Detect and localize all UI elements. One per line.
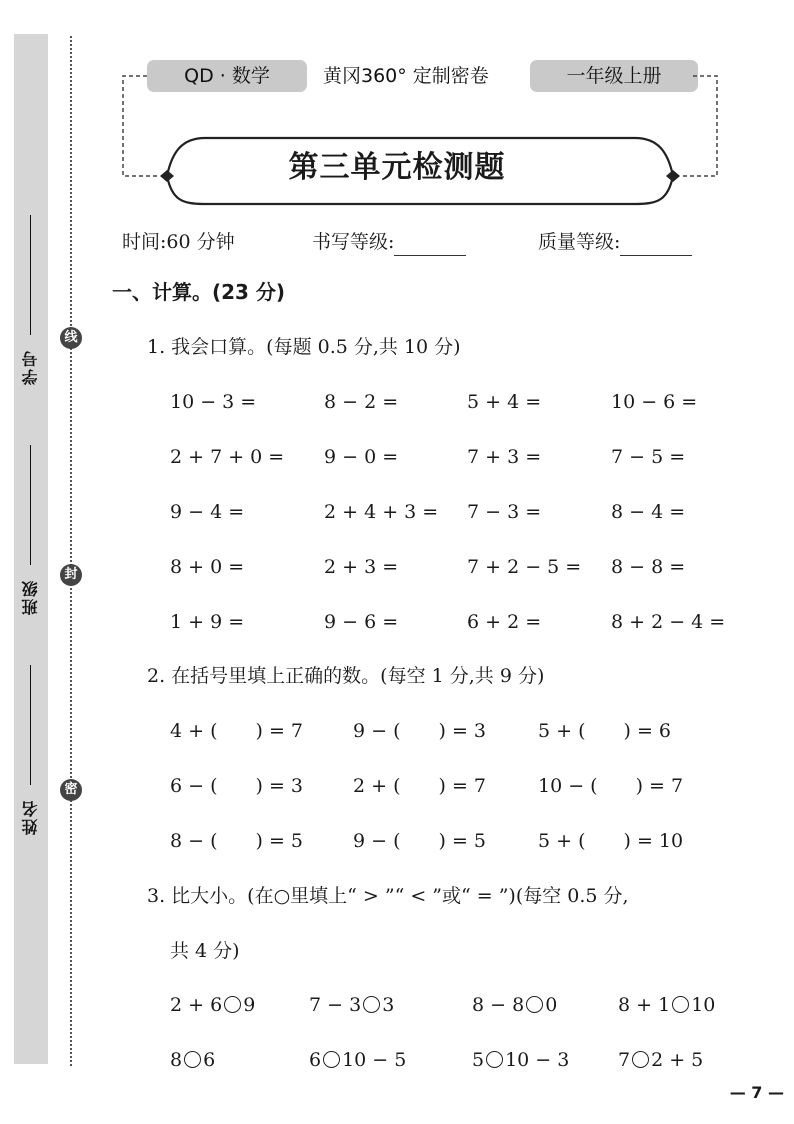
q3-right: 10 − 3 <box>505 1049 570 1071</box>
q1-item: 7 − 3 = <box>467 501 542 523</box>
q3-right: 6 <box>203 1049 216 1071</box>
q3-right: 2 + 5 <box>651 1049 704 1071</box>
time-info: 时间:60 分钟 <box>122 231 235 253</box>
q1-item: 5 + 4 = <box>467 391 542 413</box>
q3-left: 5 <box>472 1049 485 1071</box>
class-line <box>30 445 31 565</box>
q1-item: 2 + 4 + 3 = <box>324 501 439 523</box>
q2-item: 6 − ( ) = 3 <box>170 775 304 797</box>
q3-right: 3 <box>382 994 395 1016</box>
class-label: 班级 <box>21 579 40 615</box>
q3-item <box>618 990 715 1020</box>
q3-left: 6 <box>309 1049 322 1071</box>
q1-item: 8 + 2 − 4 = <box>611 611 726 633</box>
writing-grade <box>312 228 466 256</box>
q1-item: 2 + 7 + 0 = <box>170 446 285 468</box>
quality-grade <box>538 228 692 256</box>
q1-item: 6 + 2 = <box>467 611 542 633</box>
q3-item <box>309 990 394 1020</box>
q1-item: 7 − 5 = <box>611 446 686 468</box>
q3-item <box>170 990 255 1020</box>
q3-right: 10 − 5 <box>342 1049 407 1071</box>
question-1-title: 1. 我会口算。(每题 0.5 分,共 10 分) <box>147 336 461 358</box>
q1-item: 9 − 4 = <box>170 501 245 523</box>
seal-feng: 封 <box>60 564 82 586</box>
q3-item <box>472 990 557 1020</box>
name-line <box>30 665 31 785</box>
name-field <box>18 665 44 835</box>
student-id-label: 学号 <box>21 349 40 385</box>
q1-item: 7 + 3 = <box>467 446 542 468</box>
q1-item: 9 − 6 = <box>324 611 399 633</box>
page-number: — 7 — <box>729 1083 784 1102</box>
q2-item: 9 − ( ) = 3 <box>353 720 487 742</box>
q1-item: 9 − 0 = <box>324 446 399 468</box>
answer-circle[interactable] <box>224 996 241 1013</box>
series-title: 黄冈360° 定制密卷 <box>323 65 489 87</box>
name-label: 姓名 <box>21 799 40 835</box>
q2-item: 4 + ( ) = 7 <box>170 720 304 742</box>
q2-item: 5 + ( ) = 10 <box>538 830 684 852</box>
answer-circle[interactable] <box>526 996 543 1013</box>
writing-grade-blank <box>394 233 466 256</box>
seal-mi: 密 <box>60 779 82 801</box>
q1-item: 8 − 4 = <box>611 501 686 523</box>
q3-item <box>618 1045 703 1075</box>
answer-circle[interactable] <box>632 1051 649 1068</box>
q2-item: 5 + ( ) = 6 <box>538 720 672 742</box>
writing-grade-label: 书写等级: <box>312 231 395 253</box>
q3-right: 10 <box>691 994 716 1016</box>
q1-item: 2 + 3 = <box>324 556 399 578</box>
q1-item: 8 + 0 = <box>170 556 245 578</box>
answer-circle[interactable] <box>323 1051 340 1068</box>
q2-item: 2 + ( ) = 7 <box>353 775 487 797</box>
quality-grade-blank <box>620 233 692 256</box>
q1-item: 10 − 3 = <box>170 391 257 413</box>
section-heading: 一、计算。(23 分) <box>112 280 286 304</box>
q3-item <box>309 1045 406 1075</box>
q1-item: 8 − 2 = <box>324 391 399 413</box>
q1-item: 10 − 6 = <box>611 391 698 413</box>
seal-xian: 线 <box>60 327 82 349</box>
q2-item: 9 − ( ) = 5 <box>353 830 487 852</box>
q3-left: 8 <box>170 1049 183 1071</box>
subject-pill: QD · 数学 <box>147 60 307 92</box>
q1-item: 7 + 2 − 5 = <box>467 556 582 578</box>
q3-left: 7 <box>618 1049 631 1071</box>
q3-left: 7 − 3 <box>309 994 362 1016</box>
grade-pill: 一年级上册 <box>530 60 698 92</box>
student-id-field <box>18 215 44 385</box>
class-field <box>18 445 44 615</box>
q2-item: 10 − ( ) = 7 <box>538 775 684 797</box>
q3-right: 9 <box>243 994 256 1016</box>
question-3-title-cont: 共 4 分) <box>170 940 240 962</box>
q1-item: 1 + 9 = <box>170 611 245 633</box>
q3-right: 0 <box>545 994 558 1016</box>
page-title: 第三单元检测题 <box>288 150 506 185</box>
q3-left: 2 + 6 <box>170 994 223 1016</box>
student-id-line <box>30 215 31 335</box>
answer-circle[interactable] <box>486 1051 503 1068</box>
quality-grade-label: 质量等级: <box>538 231 621 253</box>
q3-item <box>170 1045 215 1075</box>
q3-item <box>472 1045 569 1075</box>
q3-left: 8 + 1 <box>618 994 671 1016</box>
question-3-title: 3. 比大小。(在○里填上“ > ”“ < ”或“ = ”)(每空 0.5 分, <box>147 885 629 907</box>
answer-circle[interactable] <box>184 1051 201 1068</box>
answer-circle[interactable] <box>363 996 380 1013</box>
q2-item: 8 − ( ) = 5 <box>170 830 304 852</box>
q1-item: 8 − 8 = <box>611 556 686 578</box>
answer-circle[interactable] <box>672 996 689 1013</box>
question-2-title: 2. 在括号里填上正确的数。(每空 1 分,共 9 分) <box>147 665 545 687</box>
q3-left: 8 − 8 <box>472 994 525 1016</box>
